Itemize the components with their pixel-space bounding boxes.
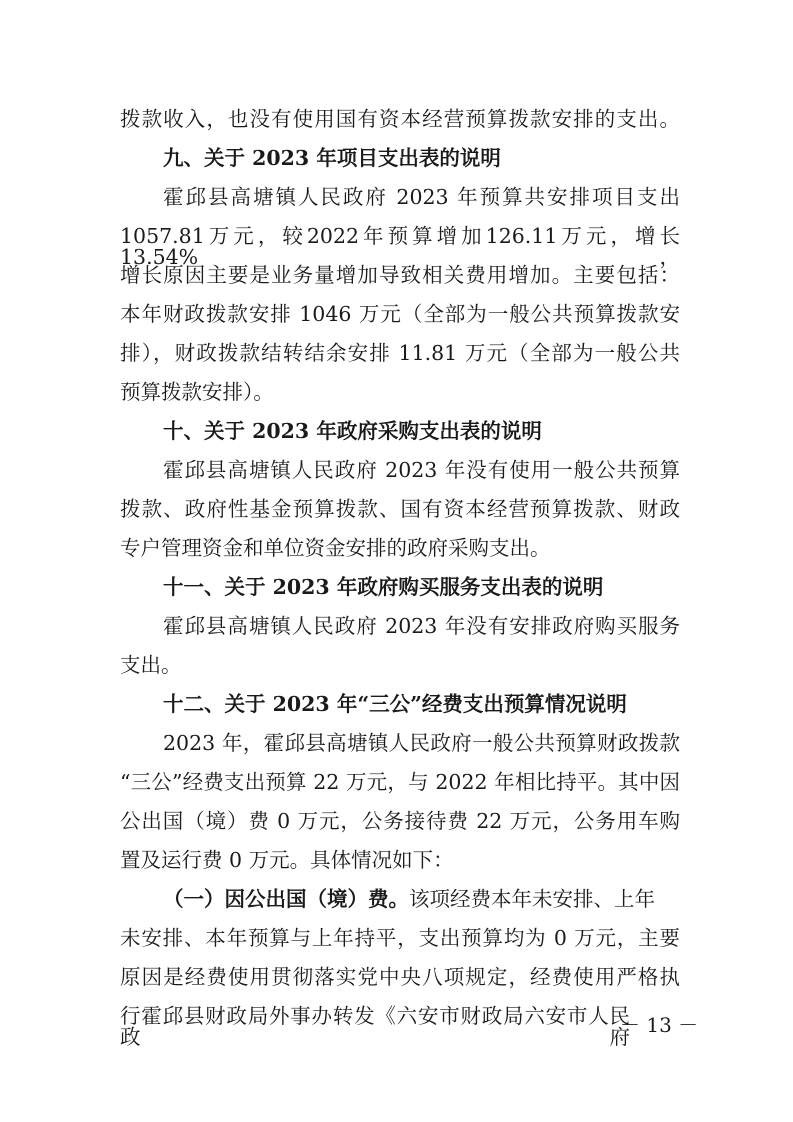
paragraph-line: 拨款、政府性基金预算拨款、国有资本经营预算拨款、财政 bbox=[120, 497, 680, 521]
paragraph-line: 未安排、本年预算与上年持平，支出预算均为 0 万元，主要 bbox=[120, 926, 680, 950]
paragraph-line: 霍邱县高塘镇人民政府 2023 年预算共安排项目支出 bbox=[163, 185, 680, 209]
paragraph-line: 置及运行费 0 万元。具体情况如下： bbox=[120, 848, 454, 872]
paragraph-line: 支出。 bbox=[120, 653, 182, 677]
section-heading-11: 十一、关于 2023 年政府购买服务支出表的说明 bbox=[163, 575, 604, 599]
paragraph-line: 拨款收入，也没有使用国有资本经营预算拨款安排的支出。 bbox=[120, 107, 680, 131]
paragraph-line: 原因是经费使用贯彻落实党中央八项规定，经费使用严格执 bbox=[120, 965, 680, 989]
paragraph-line: 霍邱县高塘镇人民政府 2023 年没有使用一般公共预算 bbox=[163, 458, 680, 482]
paragraph-line: 排），财政拨款结转结余安排 11.81 万元（全部为一般公共 bbox=[120, 341, 680, 365]
paragraph-line: 预算拨款安排）。 bbox=[120, 380, 274, 404]
paragraph-line: 1057.81万元，较2022年预算增加126.11万元，增长13.54%， bbox=[120, 224, 680, 269]
section-heading-10: 十、关于 2023 年政府采购支出表的说明 bbox=[163, 419, 542, 443]
subsection-1-title: （一）因公出国（境）费。 bbox=[163, 887, 409, 911]
subsection-1-text: 该项经费本年未安排、上年 bbox=[409, 887, 655, 911]
paragraph-line: 行霍邱县财政局外事办转发《六安市财政局六安市人民政府 bbox=[120, 1004, 630, 1049]
section-heading-12: 十二、关于 2023 年“三公”经费支出预算情况说明 bbox=[163, 692, 627, 716]
page-number: － 13 － bbox=[620, 1013, 699, 1037]
paragraph-line: 专户管理资金和单位资金安排的政府采购支出。 bbox=[120, 536, 551, 560]
paragraph-line: 公出国（境）费 0 万元，公务接待费 22 万元，公务用车购 bbox=[120, 809, 680, 833]
paragraph-line: 霍邱县高塘镇人民政府 2023 年没有安排政府购买服务 bbox=[163, 614, 680, 638]
paragraph-line: 本年财政拨款安排 1046 万元（全部为一般公共预算拨款安 bbox=[120, 302, 680, 326]
paragraph-line: “三公”经费支出预算 22 万元，与 2022 年相比持平。其中因 bbox=[120, 770, 680, 794]
paragraph-line: 增长原因主要是业务量增加导致相关费用增加。主要包括： bbox=[120, 263, 680, 287]
section-heading-9: 九、关于 2023 年项目支出表的说明 bbox=[163, 146, 501, 170]
subsection-line bbox=[163, 889, 655, 910]
paragraph-line: 2023 年，霍邱县高塘镇人民政府一般公共预算财政拨款 bbox=[163, 731, 680, 755]
